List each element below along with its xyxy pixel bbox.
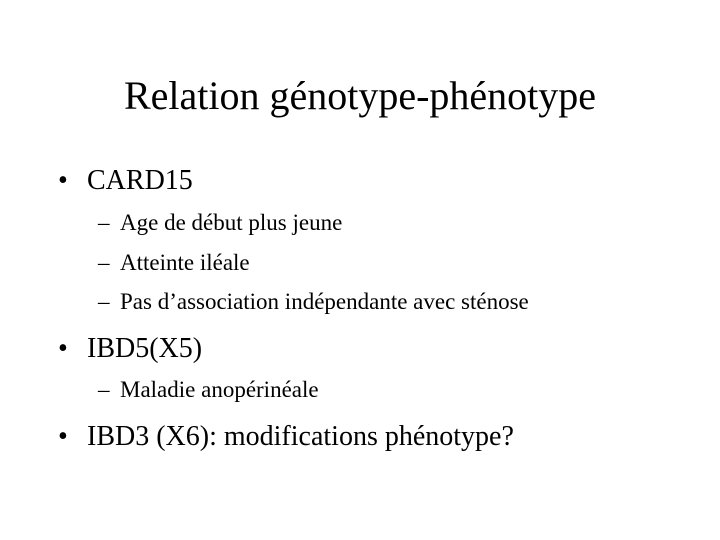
bullet-text: CARD15: [87, 165, 193, 196]
dash-icon: –: [98, 289, 110, 314]
dash-icon: –: [98, 377, 110, 402]
bullet-icon: •: [58, 333, 68, 364]
dash-icon: –: [98, 250, 110, 275]
subitem-text: Age de début plus jeune: [120, 210, 343, 235]
bullet-icon: •: [58, 421, 68, 452]
bullet-text: IBD3 (X6): modifications phénotype?: [87, 421, 514, 452]
subitem-text: Pas d’association indépendante avec sténose: [120, 289, 529, 314]
slide-title: Relation génotype-phénotype: [123, 73, 597, 118]
subitem-text: Maladie anopérinéale: [120, 377, 319, 402]
subitem-text: Atteinte iléale: [120, 250, 250, 275]
dash-icon: –: [98, 210, 110, 235]
bullet-icon: •: [58, 165, 68, 196]
bullet-text: IBD5(X5): [87, 333, 203, 364]
